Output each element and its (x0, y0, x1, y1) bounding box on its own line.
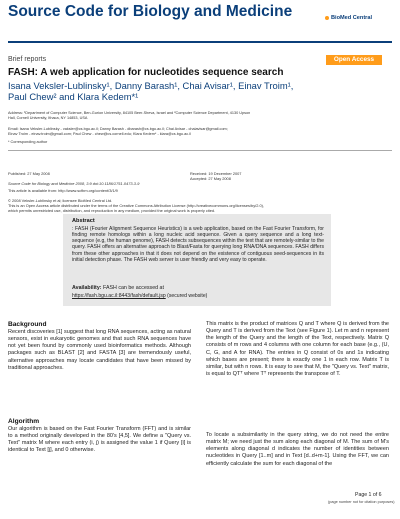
availability-url-line (72, 293, 207, 299)
publisher-logo-text: BioMed Central (331, 15, 373, 21)
abstract-heading: Abstract (72, 218, 95, 224)
authors-line-1: Isana Veksler-Lublinsky¹, Danny Barash¹, Chai Avisar¹, Einav Troim¹, (8, 80, 294, 91)
abstract-body: : FASH (Fourier Alignment Sequence Heuristics) is a web application, based on the Fast Fourier Transform, for finding remote homologs within a long nucleic acid sequence. Given a query sequence and a long text-sequence (e.g, the human genome), FASH detects subsequences within the text that are remotely-similar to the query. FASH offers an alternative approach to Blast/Fasta for querying long RNA/DNA sequences. FASH differs from these other approaches in that it does not depend on the existence of contiguous seed-sequences in its initial detection phase. The FASH web server is user friendly and very easy to operate. (72, 226, 324, 263)
header-rule (8, 41, 392, 43)
received-date: Received: 19 December 2007 (190, 171, 242, 176)
email-line-1: Email: Isana Veksler-Lublinsky - vaksler@cs.bgu.ac.il; Danny Barash - dbarash@cs.bgu.ac.il; Chai Avisar - chaiavisar@gmail.com; (8, 127, 228, 131)
published-date: Published: 27 May 2008 (8, 171, 50, 176)
copyright-line-2: This is an Open Access article distributed under the terms of the Creative Commons Attribution License (http://creativecommons.org/licenses/by/2.0), (8, 203, 265, 208)
background-text: Recent discoveries [1] suggest that long RNA sequences, acting as natural sensors, exist in eukaryotic genomes and that such RNA sequences have not yet been found by commonly used bioinformatics methods. Although packages such as BLAST [2] and FASTA [3] are tremendously useful, alternative approaches may locate candidates that have been missed by traditional approaches. (8, 329, 191, 371)
journal-title: Source Code for Biology and Medicine (8, 3, 293, 20)
article-type: Brief reports (8, 56, 47, 63)
logo-dot-icon (325, 16, 329, 20)
authors-line-2: Paul Chew² and Klara Kedem*¹ (8, 91, 139, 102)
algorithm-heading: Algorithm (8, 418, 40, 425)
email-line-2: Einav Troim - einav.troim@gmail.com; Paul Chew - chew@cs.cornell.edu; Klara Kedem* - klara@cs.bgu.ac.il (8, 132, 191, 136)
open-access-badge: Open Access (326, 55, 382, 65)
page-note: (page number not for citation purposes) (328, 500, 395, 504)
divider (8, 150, 392, 151)
corresponding-author: * Corresponding author (8, 140, 48, 144)
accepted-date: Accepted: 27 May 2008 (190, 176, 231, 181)
publisher-logo (325, 15, 372, 21)
right-paragraph-1: This matrix is the product of matrices Q and T where Q is derived from the Query and T is derived from the Text (see Figure 1). Let m and n represent the length of the Query and the length of the Text, respectively. Matrix Q consists of m rows and 4 columns with one column for each base (e.g., (U, C, G, and A for RNA). The entries in Q consist of 0s and 1s indicating which bases are present; there is exactly one 1 in each row. Matrix T is similar, but with n rows. It is easy to see that M, the "Query vs. Text" matrix, is equal to QTᵀ where Tᵀ represents the transpose of T. (206, 321, 389, 378)
citation: Source Code for Biology and Medicine 2008, 3:9 doi:10.1186/1751-0473-3-9 (8, 181, 140, 186)
copyright-line-3: which permits unrestricted use, distribution, and reproduction in any medium, provided the original work is properly cited. (8, 208, 216, 213)
affiliation-line-1: Address: ¹Department of Computer Science, Ben-Gurion University, 84105 Beer-Sheva, Israel and ²Computer Science Department, 4130 Upson (8, 111, 251, 115)
fash-url-link[interactable]: https://fash.bgu.ac.il:8443/fash/default.jsp (72, 293, 166, 299)
availability-heading: Availability: (72, 285, 102, 291)
affiliation-line-2: Hall, Cornell University, Ithaca, NY 14853, USA (8, 116, 88, 120)
page-number: Page 1 of 6 (355, 492, 382, 498)
background-heading: Background (8, 321, 47, 328)
author-list (8, 80, 328, 102)
availability-text: FASH can be accessed at (103, 285, 164, 291)
paper-title: FASH: A web application for nucleotides sequence search (8, 67, 284, 78)
url-suffix: (secured website) (167, 293, 208, 299)
copyright-line-1: © 2008 Veksler-Lublinsky et al; licensee BioMed Central Ltd. (8, 198, 113, 203)
availability-line (72, 285, 164, 291)
article-link[interactable]: This article is available from: http://www.scfbm.org/content/3/1/9 (8, 188, 118, 193)
algorithm-text: Our algorithm is based on the Fast Fourier Transform (FFT) and is similar to a method originally developed in the 80's [4,5]. We define a "Query vs. Text" matrix M where each entry (i, j) is assigned the value 1 if Query [i] is identical to Text [j], and 0 otherwise. (8, 426, 191, 454)
right-paragraph-2: To locate a subsimilarity in the query string, we do not need the entire matrix M; we need just the sum along each diagonal of M. The sum of M's elements along diagonal d indicates the number of identities between nucleotides in Query [1..m] and in Text [d..d+m-1]. Using the FFT, we can efficiently calculate the sum for each diagonal of the (206, 432, 389, 467)
